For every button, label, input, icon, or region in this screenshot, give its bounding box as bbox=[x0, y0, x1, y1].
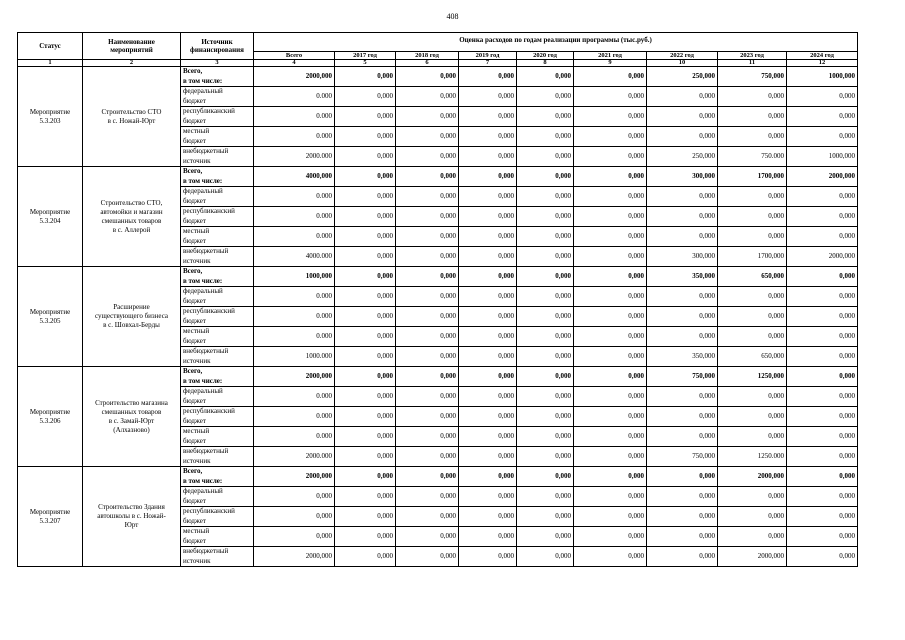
expense-value: 0,000 bbox=[718, 87, 787, 107]
expense-value: 0,000 bbox=[517, 307, 574, 327]
header-number: 6 bbox=[396, 60, 459, 67]
expense-value: 0,000 bbox=[396, 87, 459, 107]
expense-value: 0,000 bbox=[335, 247, 396, 267]
expense-value: 0.000 bbox=[254, 327, 335, 347]
header-number: 8 bbox=[517, 60, 574, 67]
expense-value: 4000,000 bbox=[254, 167, 335, 187]
expense-value: 0,000 bbox=[335, 287, 396, 307]
expense-value: 0,000 bbox=[396, 127, 459, 147]
expense-value: 250,000 bbox=[647, 67, 718, 87]
expense-value: 0,000 bbox=[459, 387, 517, 407]
funding-source-label: федеральный бюджет bbox=[181, 87, 254, 107]
expense-value: 0,000 bbox=[335, 307, 396, 327]
expense-value: 0,000 bbox=[517, 187, 574, 207]
expense-value: 0.000 bbox=[254, 227, 335, 247]
expense-value: 0,000 bbox=[787, 447, 858, 467]
expense-value: 0,000 bbox=[517, 467, 574, 487]
expense-value: 0,000 bbox=[517, 327, 574, 347]
expense-value: 0,000 bbox=[647, 187, 718, 207]
expense-value: 0,000 bbox=[718, 387, 787, 407]
expense-value: 0,000 bbox=[718, 527, 787, 547]
expense-value: 0,000 bbox=[517, 367, 574, 387]
expense-value: 2000,000 bbox=[718, 547, 787, 567]
expense-value: 0,000 bbox=[459, 187, 517, 207]
expense-value: 1250.000 bbox=[718, 447, 787, 467]
expense-value: 0,000 bbox=[517, 427, 574, 447]
expense-value: 0,000 bbox=[787, 527, 858, 547]
expense-value: 0,000 bbox=[396, 387, 459, 407]
funding-source-label: федеральный бюджет bbox=[181, 287, 254, 307]
expense-value: 0,000 bbox=[574, 527, 647, 547]
table-body bbox=[18, 67, 858, 567]
expense-value: 2000,000 bbox=[254, 367, 335, 387]
expense-value: 0,000 bbox=[718, 127, 787, 147]
expense-value: 0,000 bbox=[574, 247, 647, 267]
expense-value: 0,000 bbox=[335, 487, 396, 507]
expense-value: 0,000 bbox=[396, 187, 459, 207]
expense-value: 0,000 bbox=[517, 247, 574, 267]
funding-source-label: республиканский бюджет bbox=[181, 107, 254, 127]
measure-name: Строительство СТО, автомойки и магазин смешанных товаров в с. Аллерой bbox=[83, 167, 181, 267]
expense-value: 0,000 bbox=[647, 547, 718, 567]
expense-value: 0,000 bbox=[787, 327, 858, 347]
expense-value: 0,000 bbox=[335, 227, 396, 247]
expense-value: 2000,000 bbox=[718, 467, 787, 487]
expense-value: 0,000 bbox=[335, 127, 396, 147]
expense-value: 0,000 bbox=[718, 507, 787, 527]
expense-value: 0,000 bbox=[459, 347, 517, 367]
expense-value: 0,000 bbox=[335, 387, 396, 407]
expense-value: 0,000 bbox=[254, 507, 335, 527]
expense-value: 0,000 bbox=[574, 167, 647, 187]
expense-value: 0,000 bbox=[396, 527, 459, 547]
expense-value: 0,000 bbox=[335, 187, 396, 207]
funding-source-label: местный бюджет bbox=[181, 527, 254, 547]
expense-value: 0,000 bbox=[647, 507, 718, 527]
table-row-total bbox=[18, 67, 858, 87]
expense-value: 0,000 bbox=[517, 227, 574, 247]
expense-value: 0,000 bbox=[787, 107, 858, 127]
expense-value: 0,000 bbox=[459, 527, 517, 547]
header-number: 9 bbox=[574, 60, 647, 67]
expense-value: 0,000 bbox=[459, 487, 517, 507]
expense-value: 0,000 bbox=[718, 307, 787, 327]
expense-value: 0,000 bbox=[396, 327, 459, 347]
expense-value: 0,000 bbox=[574, 487, 647, 507]
expense-value: 0,000 bbox=[459, 467, 517, 487]
funding-source-label: Всего, в том числе: bbox=[181, 267, 254, 287]
expense-value: 0,000 bbox=[574, 107, 647, 127]
expense-value: 0,000 bbox=[459, 227, 517, 247]
expense-value: 0,000 bbox=[787, 207, 858, 227]
expense-value: 350,000 bbox=[647, 267, 718, 287]
expense-value: 0,000 bbox=[787, 347, 858, 367]
expense-value: 300,000 bbox=[647, 247, 718, 267]
expense-value: 0,000 bbox=[647, 327, 718, 347]
expense-value: 0,000 bbox=[517, 147, 574, 167]
header-number: 12 bbox=[787, 60, 858, 67]
table-row-total bbox=[18, 267, 858, 287]
expense-value: 0,000 bbox=[647, 407, 718, 427]
expense-value: 0,000 bbox=[718, 187, 787, 207]
expense-value: 650,000 bbox=[718, 267, 787, 287]
expense-value: 0.000 bbox=[254, 187, 335, 207]
header-number: 11 bbox=[718, 60, 787, 67]
expense-value: 0,000 bbox=[647, 127, 718, 147]
expense-value: 750,000 bbox=[647, 447, 718, 467]
funding-source-label: внебюджетный источник bbox=[181, 347, 254, 367]
expense-value: 0,000 bbox=[254, 527, 335, 547]
expense-value: 0,000 bbox=[787, 367, 858, 387]
expense-value: 0,000 bbox=[787, 507, 858, 527]
expense-value: 0,000 bbox=[647, 487, 718, 507]
expense-value: 0.000 bbox=[254, 307, 335, 327]
expense-value: 0,000 bbox=[396, 467, 459, 487]
expense-value: 0,000 bbox=[396, 487, 459, 507]
expense-value: 0,000 bbox=[335, 267, 396, 287]
expense-value: 0,000 bbox=[647, 307, 718, 327]
expense-value: 0,000 bbox=[517, 547, 574, 567]
expense-value: 0,000 bbox=[647, 427, 718, 447]
expense-value: 1700,000 bbox=[718, 247, 787, 267]
expense-value: 0,000 bbox=[459, 207, 517, 227]
expense-value: 0,000 bbox=[787, 127, 858, 147]
expense-value: 2000,000 bbox=[787, 247, 858, 267]
expense-value: 1000,000 bbox=[254, 267, 335, 287]
expense-value: 2000.000 bbox=[254, 447, 335, 467]
measure-name: Строительство Здания автошколы в с. Ножай- Юрт bbox=[83, 467, 181, 567]
expense-value: 4000.000 bbox=[254, 247, 335, 267]
expenses-table bbox=[17, 32, 858, 567]
expense-value: 0,000 bbox=[335, 207, 396, 227]
expense-value: 0,000 bbox=[517, 387, 574, 407]
funding-source-label: федеральный бюджет bbox=[181, 487, 254, 507]
table-row-total bbox=[18, 467, 858, 487]
expense-value: 0,000 bbox=[574, 547, 647, 567]
expense-value: 0,000 bbox=[517, 487, 574, 507]
funding-source-label: внебюджетный источник bbox=[181, 247, 254, 267]
expense-value: 0,000 bbox=[517, 127, 574, 147]
expense-value: 0,000 bbox=[459, 447, 517, 467]
expense-value: 0,000 bbox=[459, 407, 517, 427]
expense-value: 0,000 bbox=[574, 287, 647, 307]
expense-value: 0,000 bbox=[574, 507, 647, 527]
expense-value: 0,000 bbox=[396, 147, 459, 167]
measure-name: Строительство СТО в с. Ножай-Юрт bbox=[83, 67, 181, 167]
expense-value: 0,000 bbox=[459, 307, 517, 327]
expense-value: 0,000 bbox=[647, 87, 718, 107]
measure-status: Мероприятие 5.3.203 bbox=[18, 67, 83, 167]
expense-value: 0,000 bbox=[787, 87, 858, 107]
expense-value: 0,000 bbox=[517, 527, 574, 547]
expense-value: 0,000 bbox=[517, 347, 574, 367]
expense-value: 2000,000 bbox=[254, 467, 335, 487]
expense-value: 0,000 bbox=[718, 407, 787, 427]
expense-value: 0,000 bbox=[254, 487, 335, 507]
expense-value: 0,000 bbox=[718, 287, 787, 307]
expense-value: 1000,000 bbox=[787, 147, 858, 167]
table-row-total bbox=[18, 167, 858, 187]
expense-value: 0,000 bbox=[459, 247, 517, 267]
header-col-2023: 2023 год bbox=[718, 52, 787, 60]
funding-source-label: республиканский бюджет bbox=[181, 307, 254, 327]
expense-value: 0,000 bbox=[335, 107, 396, 127]
expense-value: 0,000 bbox=[574, 387, 647, 407]
header-row bbox=[18, 33, 858, 52]
expense-value: 0,000 bbox=[396, 267, 459, 287]
header-source: Источник финансирования bbox=[181, 33, 254, 60]
expense-value: 0,000 bbox=[718, 487, 787, 507]
expense-value: 0,000 bbox=[787, 187, 858, 207]
expense-value: 750.000 bbox=[718, 147, 787, 167]
expense-value: 1000.000 bbox=[254, 347, 335, 367]
header-col-2017: 2017 год bbox=[335, 52, 396, 60]
expense-value: 0,000 bbox=[574, 67, 647, 87]
expense-value: 0,000 bbox=[574, 367, 647, 387]
measure-status: Мероприятие 5.3.205 bbox=[18, 267, 83, 367]
expense-value: 0.000 bbox=[254, 87, 335, 107]
expense-value: 0,000 bbox=[718, 327, 787, 347]
expense-value: 0,000 bbox=[335, 527, 396, 547]
header-name: Наименование мероприятий bbox=[83, 33, 181, 60]
expense-value: 0,000 bbox=[335, 507, 396, 527]
expense-value: 0,000 bbox=[718, 107, 787, 127]
funding-source-label: внебюджетный источник bbox=[181, 547, 254, 567]
expense-value: 0,000 bbox=[574, 267, 647, 287]
expense-value: 0,000 bbox=[517, 167, 574, 187]
expense-value: 0,000 bbox=[787, 407, 858, 427]
funding-source-label: местный бюджет bbox=[181, 327, 254, 347]
header-number: 5 bbox=[335, 60, 396, 67]
expense-value: 0,000 bbox=[459, 107, 517, 127]
expense-value: 0,000 bbox=[335, 427, 396, 447]
expense-value: 0,000 bbox=[517, 407, 574, 427]
expense-value: 0,000 bbox=[787, 227, 858, 247]
expense-value: 0,000 bbox=[396, 67, 459, 87]
expense-value: 0,000 bbox=[647, 287, 718, 307]
expense-value: 0,000 bbox=[574, 187, 647, 207]
expense-value: 0,000 bbox=[459, 87, 517, 107]
measure-status: Мероприятие 5.3.204 bbox=[18, 167, 83, 267]
expense-value: 0,000 bbox=[396, 547, 459, 567]
header-col-2018: 2018 год bbox=[396, 52, 459, 60]
funding-source-label: внебюджетный источник bbox=[181, 147, 254, 167]
expense-value: 0,000 bbox=[574, 327, 647, 347]
table-row-total bbox=[18, 367, 858, 387]
expense-value: 0,000 bbox=[718, 207, 787, 227]
expense-value: 2000.000 bbox=[254, 147, 335, 167]
expense-value: 0,000 bbox=[459, 547, 517, 567]
expense-value: 750,000 bbox=[718, 67, 787, 87]
header-col-2019: 2019 год bbox=[459, 52, 517, 60]
expense-value: 2000,000 bbox=[787, 167, 858, 187]
expense-value: 0.000 bbox=[254, 427, 335, 447]
funding-source-label: федеральный бюджет bbox=[181, 387, 254, 407]
page-number: 408 bbox=[446, 12, 459, 21]
funding-source-label: республиканский бюджет bbox=[181, 207, 254, 227]
expense-value: 250,000 bbox=[647, 147, 718, 167]
expense-value: 0,000 bbox=[574, 207, 647, 227]
expense-value: 0,000 bbox=[517, 507, 574, 527]
funding-source-label: местный бюджет bbox=[181, 227, 254, 247]
expense-value: 0,000 bbox=[335, 327, 396, 347]
expense-value: 1700,000 bbox=[718, 167, 787, 187]
expense-value: 0,000 bbox=[335, 407, 396, 427]
expense-value: 2000,000 bbox=[254, 547, 335, 567]
measure-name: Строительство магазина смешанных товаров в с. Замай-Юрт (Алхазново) bbox=[83, 367, 181, 467]
expense-value: 0,000 bbox=[335, 167, 396, 187]
expense-value: 0,000 bbox=[459, 267, 517, 287]
header-number: 7 bbox=[459, 60, 517, 67]
expense-value: 0,000 bbox=[335, 147, 396, 167]
funding-source-label: Всего, в том числе: bbox=[181, 467, 254, 487]
expense-value: 0,000 bbox=[396, 407, 459, 427]
expense-value: 0.000 bbox=[254, 407, 335, 427]
header-status: Статус bbox=[18, 33, 83, 60]
header-col-total: Всего bbox=[254, 52, 335, 60]
expense-value: 0,000 bbox=[517, 447, 574, 467]
header-col-2022: 2022 год bbox=[647, 52, 718, 60]
expense-value: 0,000 bbox=[517, 207, 574, 227]
header-number: 3 bbox=[181, 60, 254, 67]
expense-value: 0,000 bbox=[787, 487, 858, 507]
expense-value: 0,000 bbox=[517, 107, 574, 127]
expense-value: 0,000 bbox=[718, 227, 787, 247]
expense-value: 0,000 bbox=[459, 147, 517, 167]
expense-value: 0,000 bbox=[647, 467, 718, 487]
expense-value: 750,000 bbox=[647, 367, 718, 387]
expense-value: 0.000 bbox=[254, 387, 335, 407]
funding-source-label: местный бюджет bbox=[181, 127, 254, 147]
expense-value: 0,000 bbox=[335, 67, 396, 87]
expense-value: 350,000 bbox=[647, 347, 718, 367]
expense-value: 0,000 bbox=[574, 87, 647, 107]
expense-value: 650,000 bbox=[718, 347, 787, 367]
expense-value: 0,000 bbox=[647, 227, 718, 247]
expense-value: 0,000 bbox=[396, 367, 459, 387]
expense-value: 0,000 bbox=[787, 387, 858, 407]
header-estimate: Оценка расходов по годам реализации программы (тыс.руб.) bbox=[254, 33, 858, 52]
header-col-2021: 2021 год bbox=[574, 52, 647, 60]
expense-value: 0,000 bbox=[574, 127, 647, 147]
expense-value: 0.000 bbox=[254, 107, 335, 127]
expense-value: 0,000 bbox=[396, 507, 459, 527]
expense-value: 0,000 bbox=[459, 427, 517, 447]
expense-value: 0,000 bbox=[574, 407, 647, 427]
expense-value: 0,000 bbox=[396, 347, 459, 367]
expense-value: 0,000 bbox=[787, 427, 858, 447]
expense-value: 0,000 bbox=[396, 287, 459, 307]
expense-value: 0,000 bbox=[396, 247, 459, 267]
expense-value: 0,000 bbox=[517, 87, 574, 107]
funding-source-label: Всего, в том числе: bbox=[181, 367, 254, 387]
expense-value: 0,000 bbox=[335, 367, 396, 387]
expense-value: 0,000 bbox=[574, 347, 647, 367]
header-col-2020: 2020 год bbox=[517, 52, 574, 60]
expense-value: 0,000 bbox=[459, 327, 517, 347]
expense-value: 0,000 bbox=[459, 127, 517, 147]
expense-value: 0,000 bbox=[787, 547, 858, 567]
funding-source-label: внебюджетный источник bbox=[181, 447, 254, 467]
header-number: 1 bbox=[18, 60, 83, 67]
header-number: 2 bbox=[83, 60, 181, 67]
expense-value: 0,000 bbox=[396, 167, 459, 187]
expense-value: 1000,000 bbox=[787, 67, 858, 87]
expense-value: 0,000 bbox=[787, 267, 858, 287]
expense-value: 0,000 bbox=[574, 467, 647, 487]
expense-value: 0,000 bbox=[335, 547, 396, 567]
expense-value: 2000,000 bbox=[254, 67, 335, 87]
header-col-2024: 2024 год bbox=[787, 52, 858, 60]
expense-value: 0,000 bbox=[396, 447, 459, 467]
expense-value: 0,000 bbox=[459, 367, 517, 387]
funding-source-label: местный бюджет bbox=[181, 427, 254, 447]
funding-source-label: Всего, в том числе: bbox=[181, 167, 254, 187]
expense-value: 0,000 bbox=[517, 287, 574, 307]
funding-source-label: Всего, в том числе: bbox=[181, 67, 254, 87]
header-number: 10 bbox=[647, 60, 718, 67]
expense-value: 0,000 bbox=[396, 307, 459, 327]
expense-value: 0,000 bbox=[459, 507, 517, 527]
funding-source-label: республиканский бюджет bbox=[181, 407, 254, 427]
expense-value: 0,000 bbox=[335, 347, 396, 367]
expense-value: 0,000 bbox=[787, 287, 858, 307]
expense-value: 0,000 bbox=[574, 227, 647, 247]
expense-value: 0,000 bbox=[396, 107, 459, 127]
expense-value: 0.000 bbox=[254, 287, 335, 307]
expense-value: 0,000 bbox=[459, 287, 517, 307]
expense-value: 0,000 bbox=[574, 307, 647, 327]
expense-value: 0,000 bbox=[574, 427, 647, 447]
measure-status: Мероприятие 5.3.207 bbox=[18, 467, 83, 567]
expense-value: 0,000 bbox=[396, 427, 459, 447]
expense-value: 0,000 bbox=[787, 467, 858, 487]
expense-value: 0,000 bbox=[647, 107, 718, 127]
expense-value: 0.000 bbox=[254, 207, 335, 227]
expense-value: 0,000 bbox=[574, 147, 647, 167]
expense-value: 0.000 bbox=[254, 127, 335, 147]
expense-value: 0,000 bbox=[459, 167, 517, 187]
expense-value: 0,000 bbox=[647, 387, 718, 407]
measure-status: Мероприятие 5.3.206 bbox=[18, 367, 83, 467]
funding-source-label: республиканский бюджет bbox=[181, 507, 254, 527]
expense-value: 0,000 bbox=[647, 207, 718, 227]
expense-value: 1250,000 bbox=[718, 367, 787, 387]
expense-value: 0,000 bbox=[459, 67, 517, 87]
expense-value: 0,000 bbox=[517, 67, 574, 87]
header-number: 4 bbox=[254, 60, 335, 67]
header-numbers-row bbox=[18, 60, 858, 67]
expense-value: 0,000 bbox=[647, 527, 718, 547]
expense-value: 0,000 bbox=[396, 207, 459, 227]
expense-value: 0,000 bbox=[718, 427, 787, 447]
expense-value: 0,000 bbox=[335, 467, 396, 487]
expense-value: 300,000 bbox=[647, 167, 718, 187]
expense-value: 0,000 bbox=[517, 267, 574, 287]
expense-value: 0,000 bbox=[335, 447, 396, 467]
measure-name: Расширение существующего бизнеса в с. Шовхал-Берды bbox=[83, 267, 181, 367]
funding-source-label: федеральный бюджет bbox=[181, 187, 254, 207]
expense-value: 0,000 bbox=[396, 227, 459, 247]
expense-value: 0,000 bbox=[574, 447, 647, 467]
expense-value: 0,000 bbox=[787, 307, 858, 327]
expense-value: 0,000 bbox=[335, 87, 396, 107]
